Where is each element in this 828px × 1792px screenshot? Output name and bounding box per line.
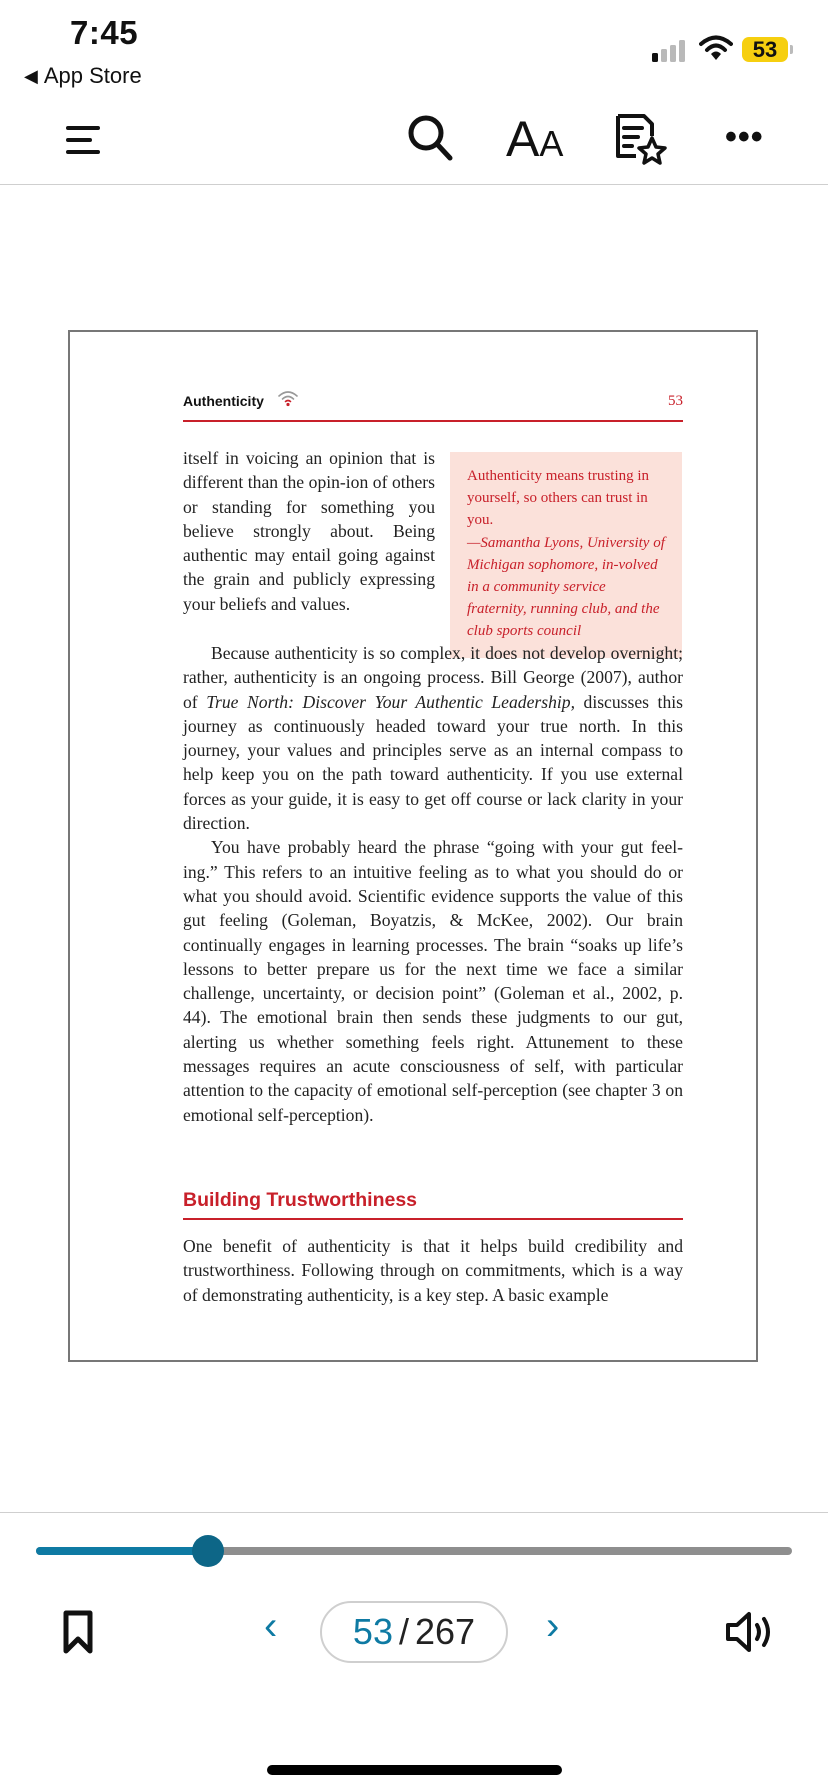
running-head-rule <box>183 420 683 422</box>
pull-quote-attribution: —Samantha Lyons, University of Michigan sophomore, in-volved in a community service fraternity, running club, and the club sports council <box>467 534 665 640</box>
back-app-label: App Store <box>43 63 142 88</box>
text-size-button[interactable] <box>506 110 563 168</box>
section-rule <box>183 1218 683 1220</box>
page-number-label: 53 <box>668 393 683 409</box>
cellular-signal-icon <box>652 38 685 62</box>
home-indicator <box>267 1765 562 1775</box>
text-size-large-a: A <box>506 111 540 167</box>
total-pages: 267 <box>414 1611 476 1652</box>
pull-quote <box>450 452 682 658</box>
current-page: 53 <box>352 1611 393 1652</box>
book-title: True North: Discover Your Authentic Leadership, <box>206 691 575 712</box>
section-text: One benefit of authenticity is that it helps build credibility and trustworthiness. Following through on commitments, which is a way of demonstrating authenticity, is a key step. A basic example <box>183 1236 683 1305</box>
bookmark-icon[interactable] <box>62 1610 94 1654</box>
paragraph-1-end: discusses this journey as continuously headed toward your true north. In this journey, your values and principles serve as an internal compass to help keep you on the path toward authenticity. If you use external forces as your guide, it is easy to get off course or lack clarity in your direction. <box>183 691 683 834</box>
toolbar-divider <box>0 184 828 185</box>
previous-page-button[interactable]: ‹ <box>264 1604 278 1648</box>
page-separator: / <box>398 1611 409 1652</box>
paragraph-1 <box>183 641 683 835</box>
status-time: 7:45 <box>70 14 139 51</box>
paragraph-2: You have probably heard the phrase “going with your gut feel-ing.” This refers to an intuitive feeling as to what you should do or what you should avoid. Scientific evidence supports the value of this gut feeling (Goleman, Boyatzis, & McKee, 2002). Our brain continually engages in learning processes. The brain “soaks up life’s lessons to better prepare us for the next time we face a similar challenge, uncertainty, or decision point” (Goleman et al., 2002, p. 44). The emotional brain then sends these judgments to our gut, alerting us whether something feels right. Attunement to these messages requires an acute consciousness of self, with particular attention to the capacity of emotional self-perception (see chapter 3 on emotional self-perception). <box>183 837 683 1125</box>
paragraph-1-start: Because authenticity is so complex, it does not develop overnight; rather, authenticity is an ongoing process. Bill George (2007), author of <box>183 643 683 712</box>
body-text <box>183 641 683 1127</box>
search-icon[interactable] <box>406 113 454 163</box>
battery-level: 53 <box>752 36 778 62</box>
more-options-button[interactable]: ••• <box>725 118 764 156</box>
pull-quote-text: Authenticity means trusting in yourself, so others can trust in you. <box>467 468 650 529</box>
back-to-app-store[interactable] <box>24 63 142 89</box>
section-heading: Building Trustworthiness <box>183 1189 418 1211</box>
back-triangle-icon: ◀ <box>24 65 38 86</box>
text-size-small-a: A <box>539 123 564 164</box>
running-head-title: Authenticity <box>183 393 264 409</box>
bottom-divider <box>0 1512 828 1513</box>
battery-tip <box>790 45 793 54</box>
progress-slider-fill <box>36 1547 208 1555</box>
hamburger-icon[interactable] <box>64 124 104 156</box>
notes-star-icon[interactable] <box>612 112 668 166</box>
progress-slider-thumb[interactable] <box>192 1535 224 1567</box>
page-indicator[interactable] <box>320 1601 508 1663</box>
next-page-button[interactable]: › <box>546 1604 560 1648</box>
running-head <box>183 393 683 423</box>
wifi-icon <box>699 34 733 62</box>
left-column-text: itself in voicing an opinion that is different than the opin-ion of others or standing for something you believe strongly about. Being authentic may entail going against the grain and publicly expressing your beliefs and values. <box>183 448 435 614</box>
wifi-symbol-icon <box>277 388 299 408</box>
battery-indicator <box>742 37 788 62</box>
speaker-icon[interactable] <box>724 1609 776 1655</box>
